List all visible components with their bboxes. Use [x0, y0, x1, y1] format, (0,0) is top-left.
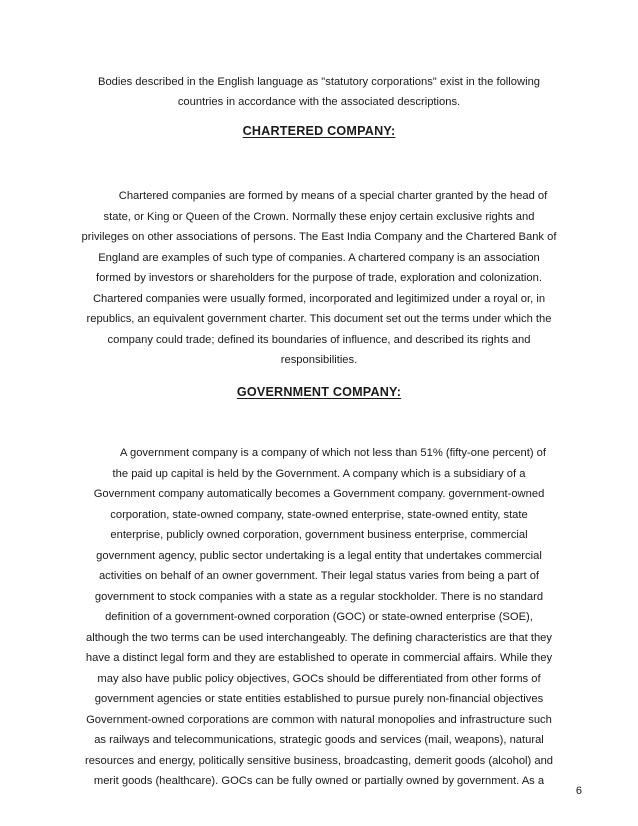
- paragraph-line: activities on behalf of an owner government. Their legal status varies from being a part of: [98, 570, 540, 582]
- paragraph-line: republics, an equivalent government charter. This document set out the terms under which the: [86, 313, 552, 325]
- government-paragraph: [60, 443, 578, 792]
- paragraph-line: state, or King or Queen of the Crown. Normally these enjoy certain exclusive rights and: [103, 210, 535, 223]
- paragraph-line: government agency, public sector undertaking is a legal entity that undertakes commercial: [96, 549, 542, 562]
- paragraph-line: resources and energy, politically sensitive business, broadcasting, demerit goods (alcohol) and: [84, 754, 554, 767]
- paragraph-line: company could trade; defined its boundaries of influence, and described its rights and: [107, 333, 531, 346]
- paragraph-line: government to stock companies with a state as a regular stockholder. There is no standard: [94, 590, 544, 603]
- paragraph-line: may also have public policy objectives, GOCs should be differentiated from other forms of: [97, 672, 541, 685]
- paragraph-line: although the two terms can be used interchangeably. The defining characteristics are that they: [85, 631, 552, 644]
- paragraph-line: enterprise, publicly owned corporation, government business enterprise, commercial: [110, 529, 528, 541]
- paragraph-line: government agencies or state entities established to pursue purely non-financial objectives: [94, 693, 544, 705]
- paragraph-line: Chartered companies were usually formed, incorporated and legitimized under a royal or, in: [92, 292, 546, 305]
- paragraph-line: as railways and telecommunications, strategic goods and services (mail, weapons), natural: [94, 734, 544, 746]
- paragraph-line: Government company automatically becomes a Government company. government-owned: [93, 488, 545, 500]
- page-number: 6: [575, 785, 582, 797]
- paragraph-line: Chartered companies are formed by means of a special charter granted by the head of: [118, 190, 548, 202]
- paragraph-line: responsibilities.: [280, 354, 358, 366]
- paragraph-line: have a distinct legal form and they are established to operate in commercial affairs. While they: [85, 652, 553, 664]
- paragraph-line: England are examples of such type of companies. A chartered company is an association: [98, 251, 540, 264]
- section-heading-chartered: CHARTERED COMPANY:: [242, 124, 396, 138]
- paragraph-line: definition of a government-owned corporation (GOC) or state-owned enterprise (SOE),: [105, 611, 533, 623]
- paragraph-line: merit goods (healthcare). GOCs can be fully owned or partially owned by government. As a: [93, 775, 545, 787]
- intro-line: Bodies described in the English language as "statutory corporations" exist in the following: [97, 76, 541, 88]
- intro-line: countries in accordance with the associated descriptions.: [177, 96, 461, 108]
- paragraph-line: formed by investors or shareholders for the purpose of trade, exploration and colonization.: [96, 272, 542, 284]
- paragraph-line: the paid up capital is held by the Government. A company which is a subsidiary of a: [112, 467, 526, 480]
- paragraph-line: Government-owned corporations are common with natural monopolies and infrastructure such: [86, 713, 552, 726]
- chartered-paragraph: [60, 186, 578, 371]
- intro-paragraph: [60, 72, 578, 112]
- section-heading-government: GOVERNMENT COMPANY:: [236, 385, 402, 399]
- paragraph-line: privileges on other associations of persons. The East India Company and the Chartered Bank of: [81, 231, 557, 243]
- paragraph-line: A government company is a company of which not less than 51% (fifty-one percent) of: [120, 447, 546, 459]
- paragraph-line: corporation, state-owned company, state-owned enterprise, state-owned entity, state: [110, 508, 528, 521]
